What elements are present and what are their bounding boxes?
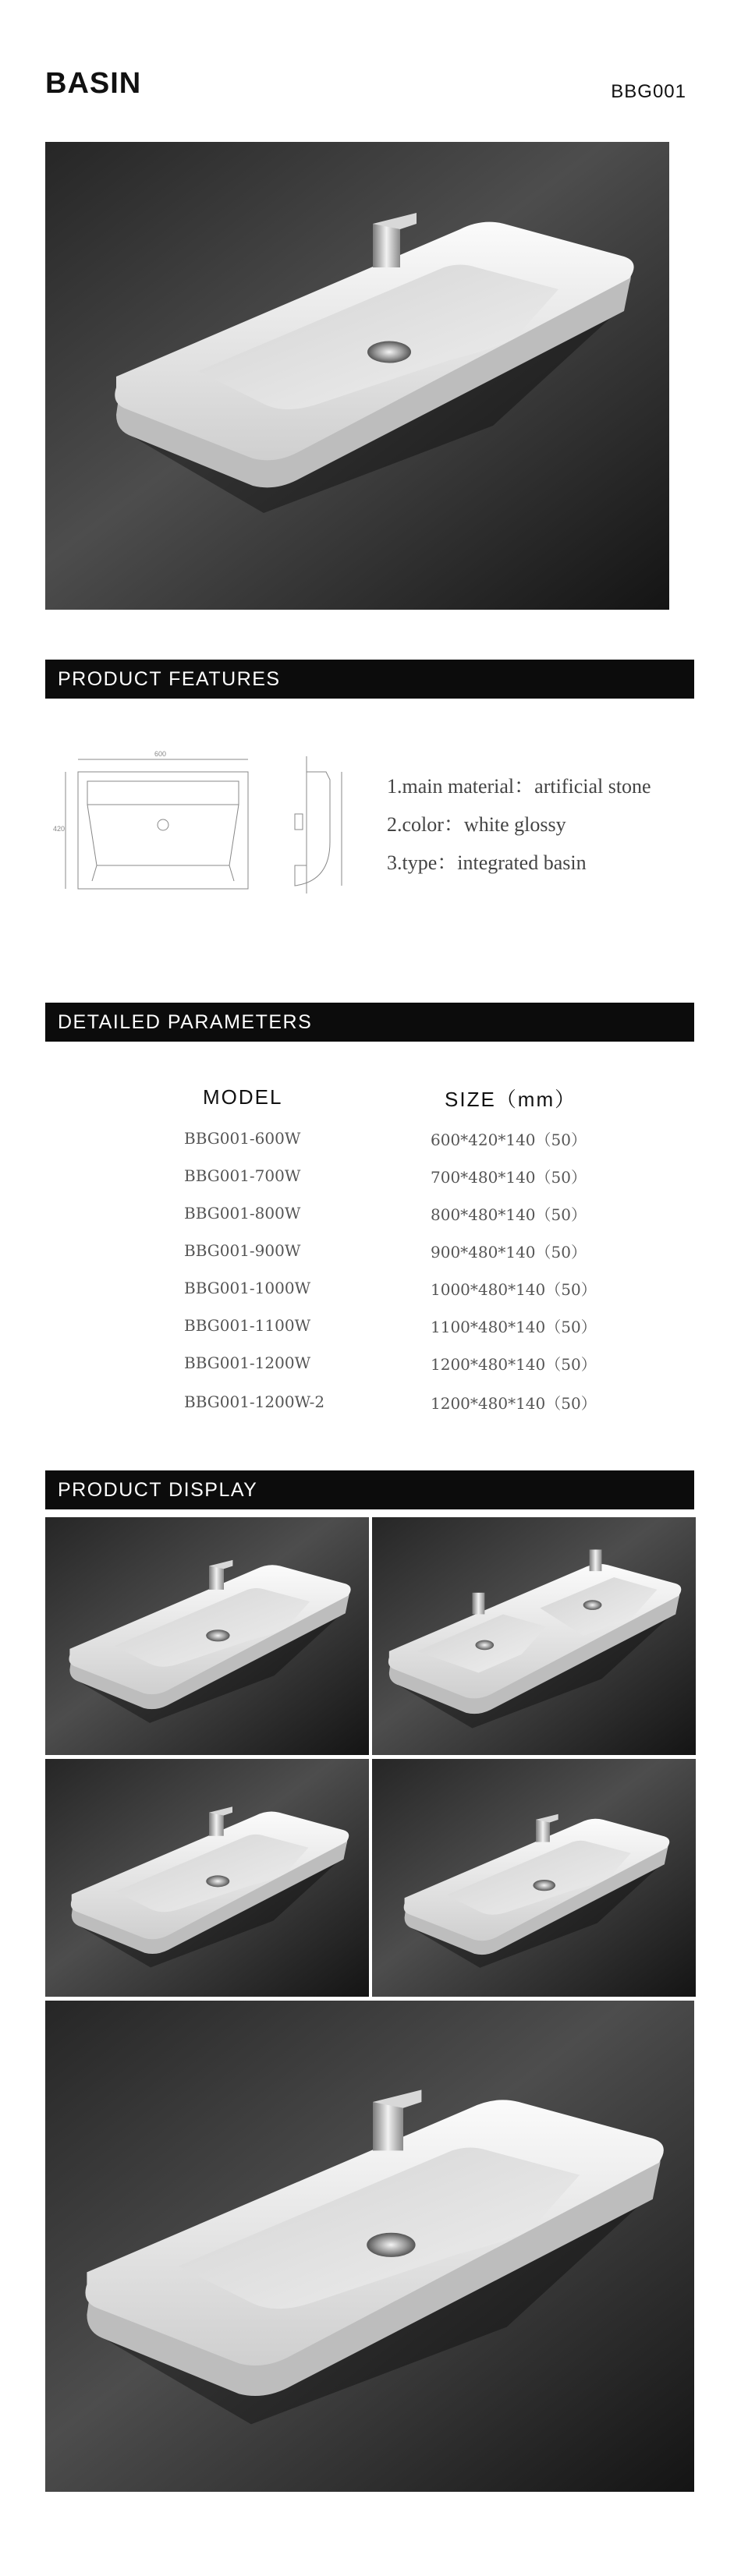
drawing-depth-label: 420 — [53, 825, 66, 833]
table-cell-size: 900*480*140（50） — [431, 1243, 587, 1261]
display-photo-2 — [372, 1517, 696, 1755]
table-cell-model: BBG001-1000W — [184, 1279, 311, 1297]
table-cell-size: 1200*480*140（50） — [431, 1355, 597, 1374]
table-cell-size: 600*420*140（50） — [431, 1131, 587, 1149]
feature-color: 2.color：white glossy — [387, 813, 566, 836]
display-photo-4 — [372, 1759, 696, 1997]
table-cell-model: BBG001-1200W — [184, 1353, 311, 1372]
table-header-size: SIZE（mm） — [445, 1088, 577, 1111]
section-bar-features: PRODUCT FEATURES — [45, 660, 694, 699]
page-title: BASIN — [45, 67, 142, 100]
table-cell-model: BBG001-1200W-2 — [184, 1392, 325, 1411]
table-cell-model: BBG001-600W — [184, 1129, 301, 1148]
display-photo-large — [45, 2001, 694, 2492]
hero-product-photo — [45, 142, 669, 610]
table-cell-size: 1100*480*140（50） — [431, 1318, 597, 1336]
feature-type: 3.type：integrated basin — [387, 851, 587, 874]
section-bar-parameters: DETAILED PARAMETERS — [45, 1003, 694, 1042]
table-header-model: MODEL — [203, 1085, 283, 1109]
table-cell-size: 1000*480*140（50） — [431, 1280, 597, 1299]
table-cell-size: 700*480*140（50） — [431, 1168, 587, 1187]
display-photo-1 — [45, 1517, 369, 1755]
table-cell-model: BBG001-900W — [184, 1241, 301, 1260]
feature-material: 1.main material：artificial stone — [387, 775, 651, 798]
drawing-width-label: 600 — [154, 750, 167, 758]
display-photo-3 — [45, 1759, 369, 1997]
table-cell-size: 800*480*140（50） — [431, 1205, 587, 1224]
table-cell-model: BBG001-1100W — [184, 1316, 311, 1335]
table-cell-size: 1200*480*140（50） — [431, 1394, 597, 1413]
table-cell-model: BBG001-700W — [184, 1166, 301, 1185]
section-bar-display: PRODUCT DISPLAY — [45, 1470, 694, 1509]
table-cell-model: BBG001-800W — [184, 1204, 301, 1223]
technical-drawing — [53, 748, 373, 897]
product-code: BBG001 — [611, 81, 686, 102]
